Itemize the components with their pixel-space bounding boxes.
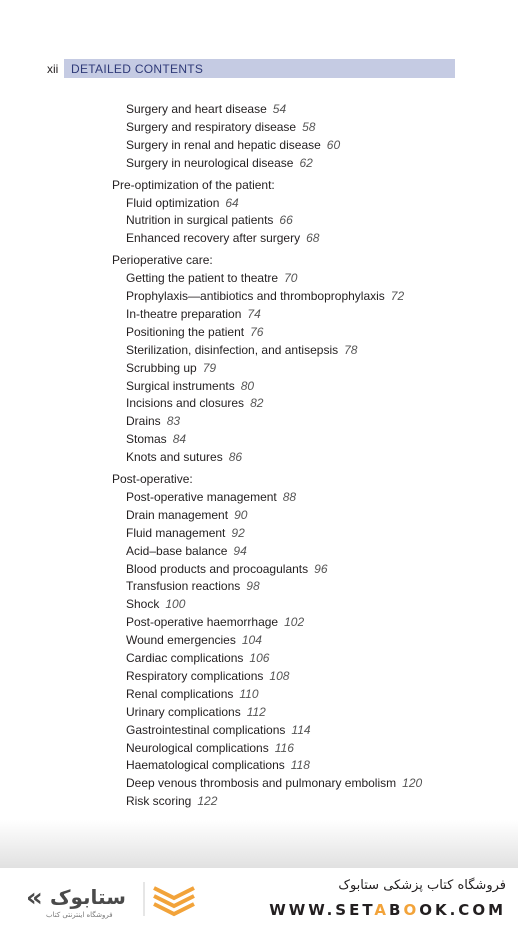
toc-section-heading: [112, 176, 275, 194]
toc-entry-title: Drain management: [126, 507, 229, 522]
toc-entry: [126, 703, 266, 721]
toc-entry-title: Stomas: [126, 432, 167, 447]
toc-entry: [126, 631, 262, 649]
setabook-logo: [22, 876, 202, 920]
toc-entry-page: 102: [284, 615, 305, 630]
toc-entry: [126, 774, 422, 792]
toc-entry: [126, 739, 294, 757]
toc-entry: [126, 488, 296, 506]
toc-entry: [126, 359, 216, 377]
toc-entry: [126, 377, 254, 395]
toc-entry-page: 106: [249, 651, 270, 665]
toc-entry-page: 80: [240, 378, 255, 393]
toc-entry-title: Surgery in neurological disease: [126, 155, 294, 170]
header-bar: [64, 59, 455, 78]
toc-entry-page: 72: [390, 289, 405, 303]
toc-entry-page: 60: [326, 137, 341, 152]
store-url[interactable]: [269, 901, 506, 919]
toc-entry-page: 74: [247, 306, 261, 321]
toc-entry-title: Deep venous thrombosis and pulmonary embolism: [126, 776, 397, 791]
toc-entry-title: Acid–base balance: [126, 543, 228, 558]
toc-entry-title: Wound emergencies: [126, 633, 236, 648]
toc-entry: [126, 136, 340, 154]
toc-entry-title: Transfusion reactions: [126, 579, 241, 594]
toc-entry-title: Neurological complications: [126, 740, 269, 755]
toc-section-heading: [112, 470, 193, 488]
logo-subtext: فروشگاه اینترنتی کتاب: [46, 911, 113, 919]
toc-entry: [126, 613, 304, 631]
toc-entry-title: Prophylaxis—antibiotics and thromboprophylaxis: [126, 289, 385, 303]
toc-entry: [126, 118, 315, 136]
toc-entry-title: Surgical instruments: [126, 378, 235, 393]
toc-entry-title: Enhanced recovery after surgery: [126, 231, 301, 246]
toc-entry-title: Drains: [126, 414, 161, 429]
toc-entry-title: Gastrointestinal complications: [126, 722, 286, 737]
toc-entry: [126, 667, 289, 685]
toc-entry-title: Sterilization, disinfection, and antisepsis: [126, 342, 339, 357]
toc-entry-title: In-theatre preparation: [126, 306, 242, 321]
toc-section-heading: [112, 251, 213, 269]
url-accent: O: [403, 901, 420, 919]
store-name: فروشگاه کتاب پزشکی ستابوک: [338, 878, 506, 893]
toc-entry: [126, 211, 293, 229]
toc-entry-page: 88: [282, 489, 297, 504]
toc-entry: [126, 341, 357, 359]
toc-entry-title: Urinary complications: [126, 704, 241, 719]
toc-entry-title: Renal complications: [126, 686, 234, 701]
toc-entry-page: 108: [269, 668, 290, 683]
toc-entry-page: 112: [246, 704, 266, 719]
toc-entry: [126, 323, 263, 341]
toc-entry-page: 90: [234, 507, 248, 522]
header-title: DETAILED CONTENTS: [71, 62, 204, 76]
toc-entry: [126, 448, 242, 466]
toc-entry-page: 86: [228, 450, 243, 465]
logo-wordmark: ستابوک: [50, 885, 126, 909]
toc-entry-title: Post-operative haemorrhage: [126, 615, 279, 630]
toc-entry-title: Post-operative management: [126, 489, 277, 504]
footer-shadow: [0, 820, 518, 868]
toc-entry-page: 84: [172, 432, 187, 447]
toc-entry: [126, 229, 319, 247]
toc-entry: [126, 394, 263, 412]
toc-entry-page: 58: [302, 119, 316, 134]
toc-entry-page: 62: [299, 155, 313, 170]
svg-text:«: «: [26, 883, 43, 913]
toc-entry-title: Haematological complications: [126, 758, 285, 773]
toc-entry: [126, 100, 286, 118]
toc-entry: [126, 649, 269, 667]
toc-entry-page: 118: [290, 758, 310, 773]
url-part: WWW.SET: [269, 901, 375, 919]
toc-entry-page: 104: [241, 633, 262, 648]
toc-entry: [126, 412, 180, 430]
toc-entry-page: 92: [231, 525, 245, 540]
toc-entry-title: Risk scoring: [126, 794, 192, 809]
toc-entry-title: Blood products and procoagulants: [126, 561, 309, 576]
toc-entry: [126, 430, 186, 448]
url-part: B: [389, 901, 404, 919]
toc-entry-page: 68: [306, 231, 320, 246]
toc-entry: [126, 792, 217, 810]
toc-entry-page: 98: [246, 579, 260, 594]
toc-entry: [126, 577, 260, 595]
toc-entry-title: Nutrition in surgical patients: [126, 213, 274, 228]
toc-entry: [126, 154, 313, 172]
toc-entry-title: Scrubbing up: [126, 360, 197, 375]
running-header: [0, 59, 518, 79]
url-accent: A: [374, 901, 390, 919]
toc-entry-title: Surgery and heart disease: [126, 102, 267, 116]
toc-entry-page: 70: [284, 271, 298, 286]
url-part: OK.COM: [419, 901, 506, 919]
toc-entry-title: Surgery in renal and hepatic disease: [126, 137, 321, 152]
toc-entry-title: Knots and sutures: [126, 450, 223, 465]
toc-entry: [126, 756, 310, 774]
toc-entry-page: 83: [166, 414, 181, 429]
toc-entry-title: Shock: [126, 597, 160, 612]
toc-entry-title: Pre-optimization of the patient:: [112, 177, 275, 192]
toc-entry: [126, 595, 185, 613]
toc-entry-page: 96: [314, 561, 328, 576]
toc-entry: [126, 721, 311, 739]
toc-entry-page: 120: [402, 776, 423, 791]
toc-entry-title: Surgery and respiratory disease: [126, 119, 297, 134]
toc-entry-page: 116: [274, 740, 294, 755]
toc-entry-title: Positioning the patient: [126, 324, 245, 339]
toc-entry-page: 66: [279, 213, 293, 228]
toc-entry-title: Post-operative:: [112, 472, 193, 486]
footer-banner: [0, 868, 518, 926]
toc-entry-page: 94: [233, 543, 247, 558]
toc-entry-title: Fluid optimization: [126, 195, 220, 210]
page-number: xii: [47, 62, 59, 76]
toc-entry: [126, 506, 247, 524]
toc-entry: [126, 560, 328, 578]
toc-entry-page: 54: [272, 102, 287, 116]
toc-entry: [126, 685, 259, 703]
toc-entry: [126, 305, 261, 323]
toc-entry-page: 110: [239, 686, 259, 701]
toc-entry: [126, 542, 247, 560]
toc-entry-title: Fluid management: [126, 525, 226, 540]
toc-entry: [126, 287, 404, 305]
toc-entry-page: 78: [344, 342, 358, 357]
toc-entry-title: Respiratory complications: [126, 668, 264, 683]
book-stack-icon: [154, 888, 194, 914]
toc-entry-title: Perioperative care:: [112, 253, 213, 268]
toc-entry-page: 76: [250, 324, 264, 339]
toc-entry-page: 79: [202, 360, 217, 375]
toc-entry-page: 82: [250, 396, 264, 411]
toc-entry-page: 100: [165, 597, 186, 612]
toc-entry: [126, 269, 297, 287]
toc-entry-page: 114: [291, 722, 311, 737]
toc-entry: [126, 524, 245, 542]
toc-entry-title: Getting the patient to theatre: [126, 271, 279, 286]
toc-entry-page: 122: [197, 794, 218, 809]
toc-entry: [126, 194, 239, 212]
toc-entry-title: Cardiac complications: [126, 651, 244, 665]
toc-entry-page: 64: [225, 195, 239, 210]
toc-entry-title: Incisions and closures: [126, 396, 245, 411]
